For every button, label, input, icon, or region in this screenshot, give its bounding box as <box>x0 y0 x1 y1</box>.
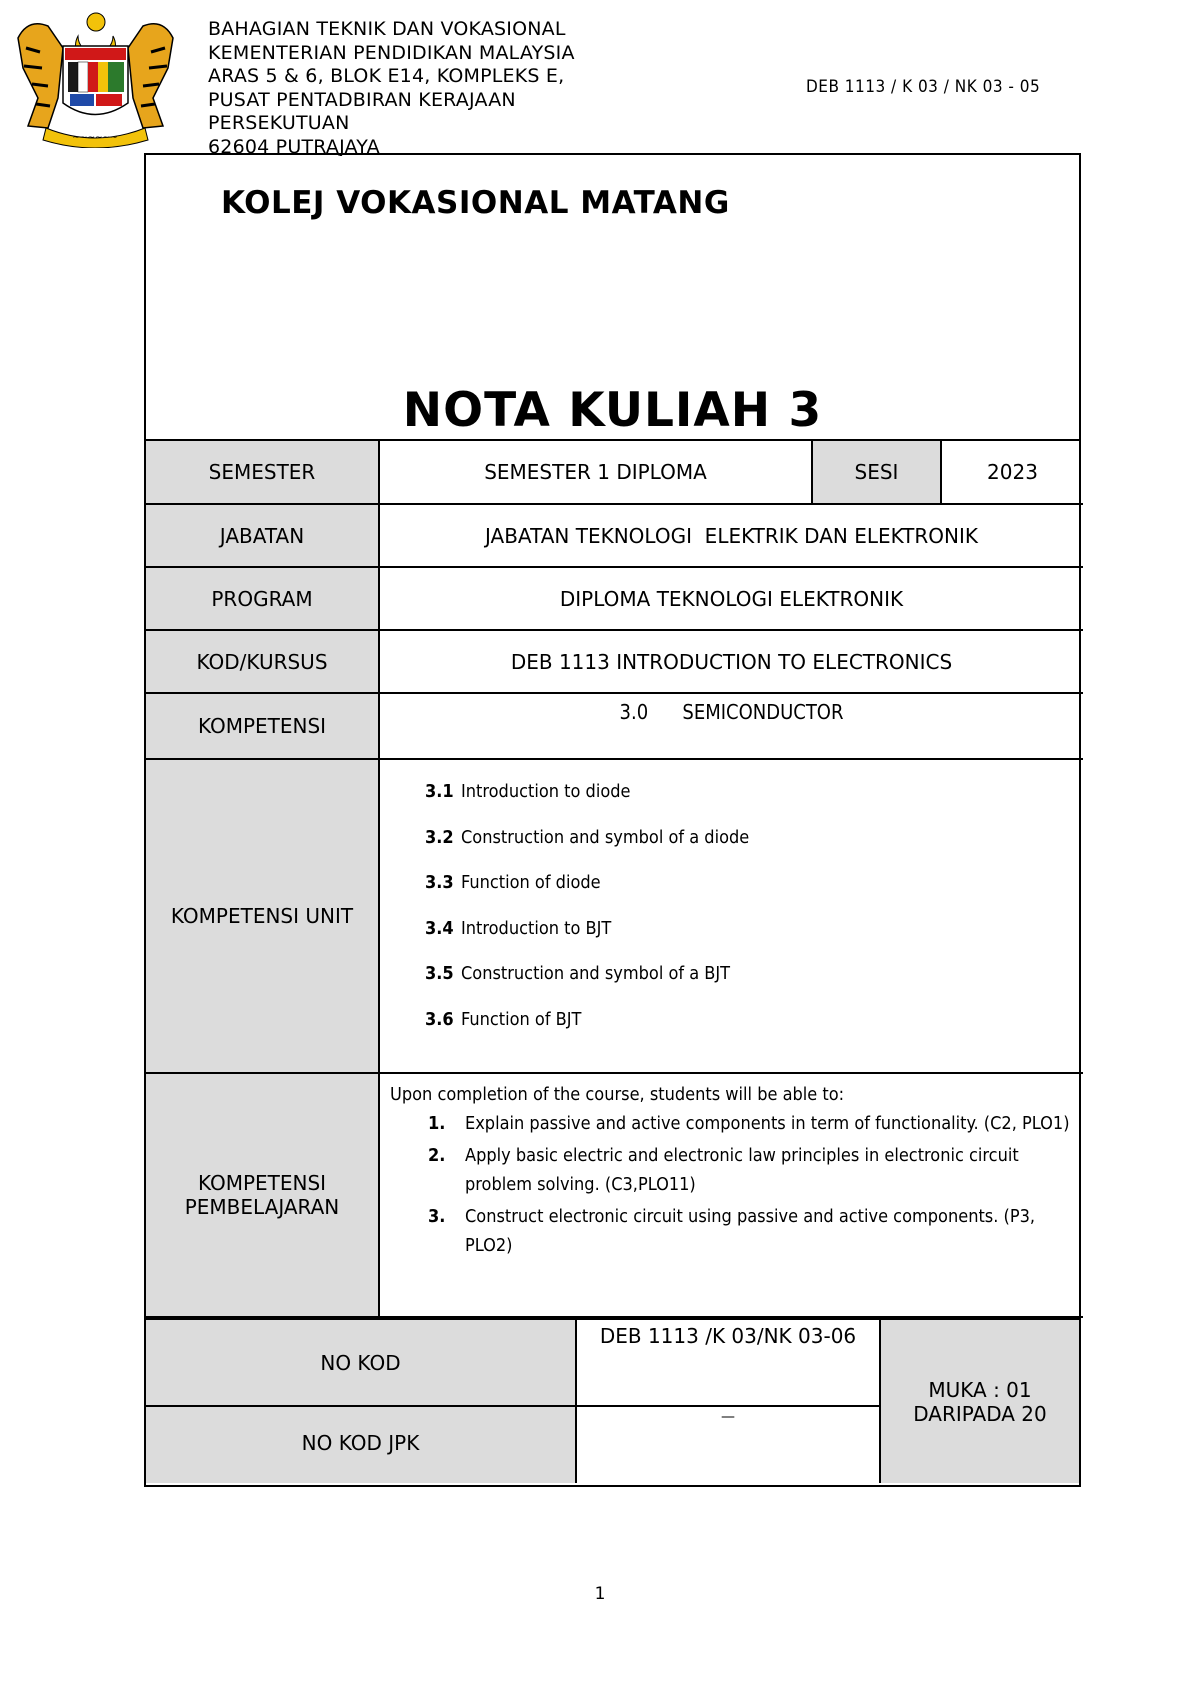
table-row <box>146 630 1083 693</box>
page-number: 1 <box>594 1584 606 1604</box>
table-row <box>146 693 1083 759</box>
course-info-table <box>146 441 1083 1318</box>
jabatan-value: JABATAN TEKNOLOGI ELEKTRIK DAN ELEKTRONIK <box>379 504 1083 567</box>
list-item <box>425 780 1083 826</box>
no-kod-label: NO KOD <box>320 1351 401 1375</box>
unit-text: Function of diode <box>461 872 601 893</box>
sesi-value: 2023 <box>941 441 1083 504</box>
agency-line: ARAS 5 & 6, BLOK E14, KOMPLEKS E, <box>208 65 565 87</box>
program-value: DIPLOMA TEKNOLOGI ELEKTRONIK <box>379 567 1083 630</box>
unit-text: Function of BJT <box>461 1008 582 1030</box>
outcome-text: Explain passive and active components in term of functionality. (C2, PLO1) <box>465 1113 1070 1134</box>
unit-number: 3.6 <box>425 1008 454 1030</box>
semester-label: SEMESTER <box>146 441 379 504</box>
unit-number: 3.4 <box>425 917 454 939</box>
list-item <box>425 871 1083 917</box>
table-row <box>146 759 1083 1073</box>
unit-number: 3.1 <box>425 781 454 802</box>
list-item <box>428 1109 1083 1138</box>
kursus-value: DEB 1113 INTRODUCTION TO ELECTRONICS <box>379 630 1083 693</box>
title-box <box>146 155 1079 441</box>
college-name: KOLEJ VOKASIONAL MATANG <box>221 185 730 221</box>
outcome-number: 3. <box>428 1206 446 1227</box>
no-kod-jpk-cell <box>146 1407 577 1483</box>
list-item <box>428 1141 1083 1199</box>
kompetensi-unit-list <box>379 759 1083 1073</box>
document-title: NOTA KULIAH 3 <box>402 383 823 438</box>
kompetensi-label: KOMPETENSI <box>146 693 379 759</box>
document-reference: DEB 1113 / K 03 / NK 03 - 05 <box>806 77 1041 97</box>
outcome-number: 1. <box>428 1113 446 1134</box>
no-kod-jpk-value: — <box>721 1409 735 1425</box>
semester-value: SEMESTER 1 DIPLOMA <box>379 441 812 504</box>
agency-line: KEMENTERIAN PENDIDIKAN MALAYSIA <box>208 41 575 64</box>
table-row <box>146 567 1083 630</box>
unit-text: Introduction to diode <box>461 781 631 802</box>
sesi-label: SESI <box>812 441 941 504</box>
coat-of-arms-logo <box>8 8 183 148</box>
label-line: KOMPETENSI <box>197 1171 327 1195</box>
agency-line: BAHAGIAN TEKNIK DAN VOKASIONAL <box>208 18 566 40</box>
unit-text: Construction and symbol of a diode <box>461 826 750 848</box>
svg-text:~~~~~~: ~~~~~~ <box>72 133 118 143</box>
outcome-text: Apply basic electric and electronic law principles in electronic circuit problem solving. (C3,PLO11) <box>465 1145 1019 1195</box>
list-item <box>428 1202 1083 1260</box>
kompetensi-unit-label: KOMPETENSI UNIT <box>146 759 379 1073</box>
table-row <box>146 1073 1083 1317</box>
no-kod-cell <box>146 1320 577 1407</box>
list-item <box>425 962 1083 1008</box>
list-item <box>425 1008 1083 1054</box>
label-line: PEMBELAJARAN <box>184 1195 340 1219</box>
outcome-text: Construct electronic circuit using passive and active components. (P3, PLO2) <box>465 1206 1036 1256</box>
unit-text: Construction and symbol of a BJT <box>461 963 731 984</box>
outcome-number: 2. <box>428 1145 446 1166</box>
jabatan-label: JABATAN <box>146 504 379 567</box>
agency-line: 62604 PUTRAJAYA <box>208 135 380 156</box>
unit-number: 3.3 <box>425 872 454 893</box>
no-kod-value: DEB 1113 /K 03/NK 03-06 <box>599 1324 857 1348</box>
program-label: PROGRAM <box>146 567 379 630</box>
kursus-label: KOD/KURSUS <box>146 630 379 693</box>
no-kod-jpk-value-cell <box>577 1407 879 1483</box>
unit-text: Introduction to BJT <box>461 917 612 939</box>
unit-number: 3.5 <box>425 963 454 984</box>
page-count-cell <box>879 1320 1079 1483</box>
table-row <box>146 441 1083 504</box>
unit-number: 3.2 <box>425 826 454 848</box>
cover-frame <box>144 153 1081 1487</box>
list-item <box>425 917 1083 963</box>
agency-line: PERSEKUTUAN <box>208 112 350 134</box>
kompetensi-value: 3.0 SEMICONDUCTOR <box>379 693 1083 759</box>
table-row <box>146 504 1083 567</box>
code-table <box>146 1318 1079 1485</box>
list-item <box>425 826 1083 872</box>
muka-line: MUKA : 01 <box>928 1378 1032 1402</box>
no-kod-value-cell <box>577 1320 879 1407</box>
outcomes-intro: Upon completion of the course, students will be able to: <box>390 1084 845 1105</box>
daripada-line: DARIPADA 20 <box>913 1402 1047 1426</box>
no-kod-jpk-label: NO KOD JPK <box>301 1431 420 1455</box>
agency-line: PUSAT PENTADBIRAN KERAJAAN <box>208 88 516 111</box>
kompetensi-pembelajaran-label <box>146 1073 379 1317</box>
agency-address <box>208 18 688 156</box>
learning-outcomes <box>379 1073 1083 1317</box>
